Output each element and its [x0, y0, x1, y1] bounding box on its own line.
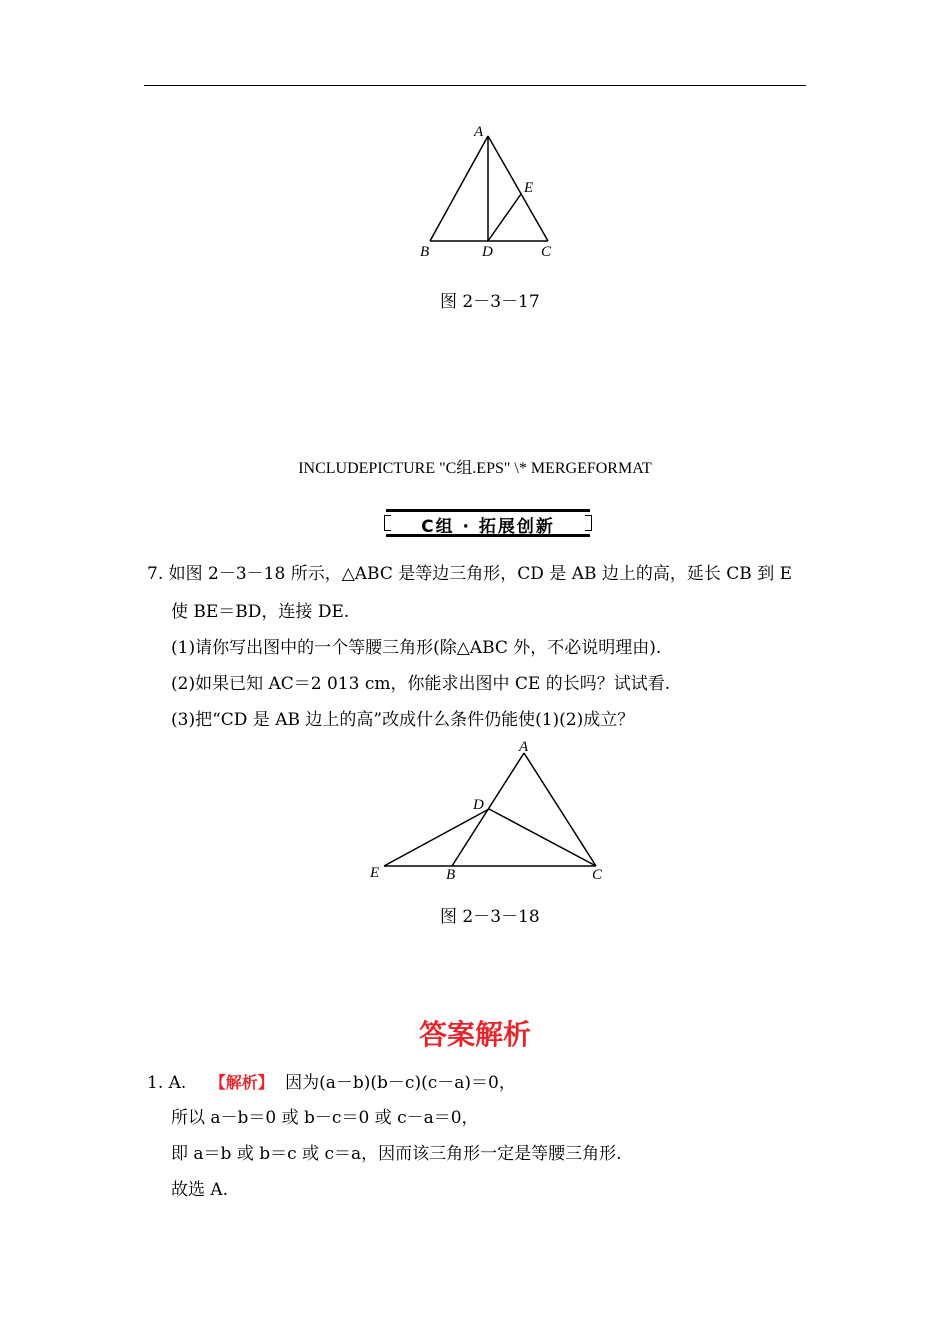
label-a: A — [474, 124, 484, 140]
answer-1-text: 因为(a－b)(b－c)(c－a)＝0， — [285, 1073, 516, 1093]
figure-2-3-17 — [410, 118, 570, 268]
answer-1-prefix: 1. A. — [147, 1073, 187, 1093]
label-c: C — [541, 244, 552, 260]
label-a: A — [519, 739, 529, 755]
label-c: C — [592, 867, 603, 883]
label-b: B — [446, 867, 456, 883]
answer-1-line-3: 即 a＝b 或 b＝c 或 c＝a，因而该三角形一定是等腰三角形. — [171, 1144, 622, 1164]
answers-heading: 答案解析 — [418, 1018, 531, 1051]
segment-dc — [489, 809, 596, 866]
problem-7-line-5: (3)把“CD 是 AB 边上的高”改成什么条件仍能使(1)(2)成立？ — [171, 710, 635, 730]
figure-2-caption: 图 2－3－18 — [440, 907, 540, 927]
label-e: E — [524, 180, 534, 196]
segment-ac — [488, 136, 548, 241]
figure-1-caption: 图 2－3－17 — [440, 292, 540, 312]
problem-7-line-3: (1)请你写出图中的一个等腰三角形(除△ABC 外，不必说明理由). — [171, 638, 662, 658]
problem-7-line-1: 7. 如图 2－3－18 所示，△ABC 是等边三角形，CD 是 AB 边上的高，延长 CB 到 E — [147, 564, 793, 584]
label-b: B — [420, 244, 430, 260]
label-e: E — [370, 865, 380, 881]
problem-7-line-4: (2)如果已知 AC＝2 013 cm，你能求出图中 CE 的长吗？试试看. — [171, 674, 671, 694]
analysis-tag: 【解析】 — [209, 1073, 274, 1092]
segment-de — [488, 194, 521, 241]
segment-ac — [524, 753, 596, 866]
include-field: INCLUDEPICTURE "C组.EPS" \* MERGEFORMAT — [298, 460, 652, 477]
problem-7-line-2: 使 BE＝BD，连接 DE. — [171, 602, 350, 622]
answer-1-line-2: 所以 a－b＝0 或 b－c＝0 或 c－a＝0， — [171, 1108, 479, 1128]
figure-2-3-18 — [360, 738, 620, 888]
segment-de — [384, 809, 489, 866]
section-banner — [386, 509, 590, 537]
answer-1-line-1 — [147, 1071, 516, 1095]
banner-text: C组 · 拓展创新 — [421, 517, 555, 537]
label-d: D — [482, 244, 493, 260]
header-rule — [144, 85, 806, 86]
label-d: D — [473, 797, 484, 813]
segment-ab — [430, 136, 488, 241]
answer-1-line-4: 故选 A. — [171, 1180, 229, 1200]
